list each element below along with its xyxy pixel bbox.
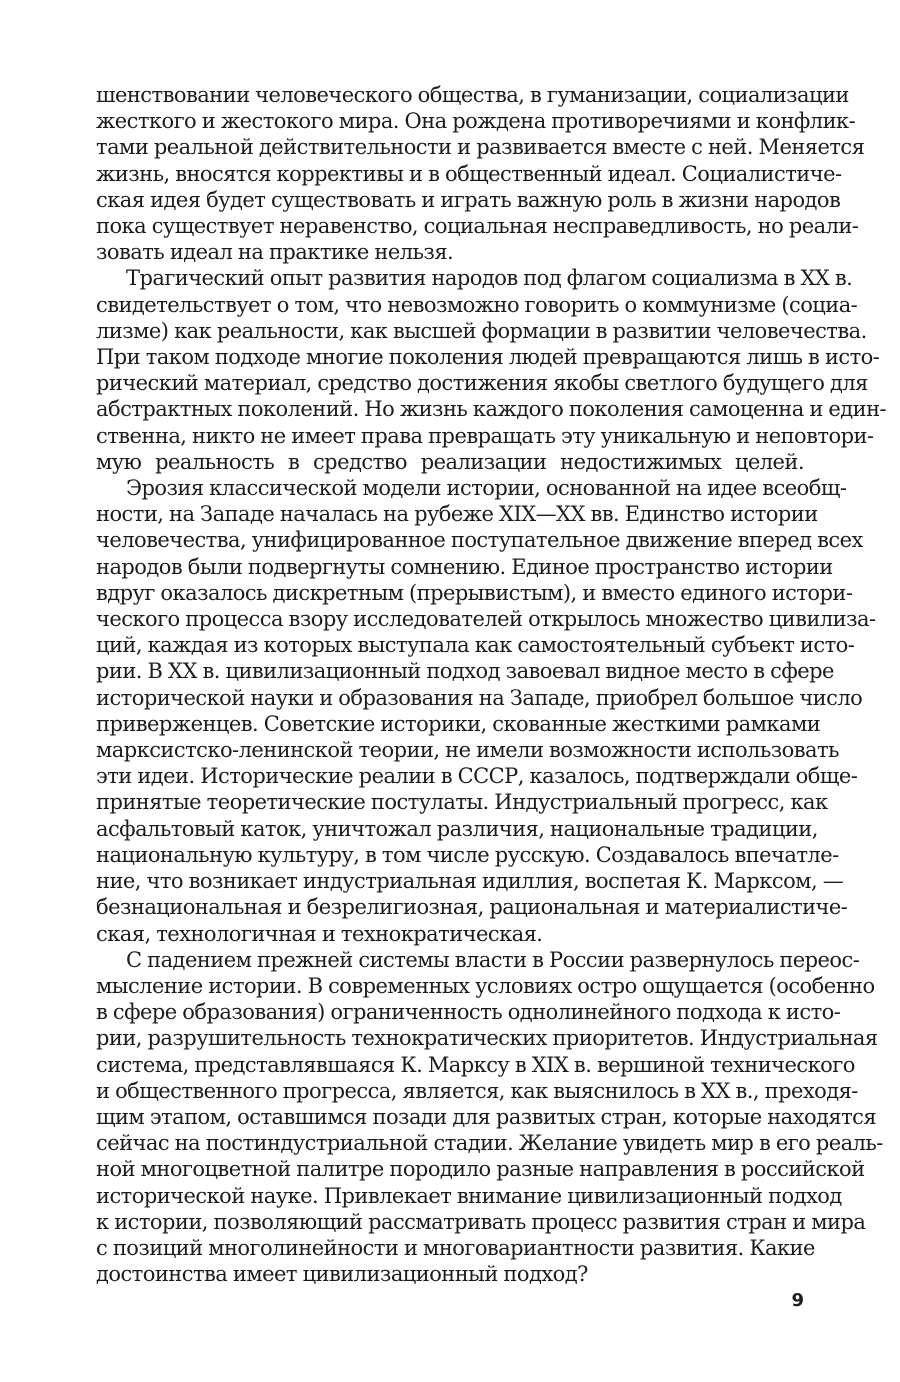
text-line: ной многоцветной палитре породило разные направления в российской [96,1157,865,1182]
text-line: вдруг оказалось дискретным (прерывистым), и вместо единого истори- [96,580,853,605]
text-line: мысление истории. В современных условиях остро ощущается (особенно [96,973,875,998]
text-line: зовать идеал на практике нельзя. [96,240,454,265]
text-line: безнациональная и безрелигиозная, рациональная и материалистиче- [96,895,848,920]
text-line: приверженцев. Советские историки, скованные жесткими рамками [96,711,821,736]
paragraph [96,475,876,947]
text-line: свидетельствует о том, что невозможно говорить о коммунизме (социа- [96,292,858,317]
page-number: 9 [791,1290,804,1311]
text-line: рии. В XX в. цивилизационный подход завоевал видное место в сфере [96,659,834,684]
text-line: эти идеи. Исторические реалии в СССР, казалось, подтверждали обще- [96,764,858,789]
text-line: щим этапом, оставшимся позади для развитых стран, которые находятся [96,1104,877,1129]
text-line: человечества, унифицированное поступательное движение вперед всех [96,528,863,553]
text-line: марксистско-ленинской теории, не имели возможности использовать [96,738,839,763]
text-line: ние, что возникает индустриальная идиллия, воспетая К. Марксом, — [96,869,844,894]
paragraph [96,82,865,265]
text-line: в сфере образования) ограниченность однолинейного подхода к исто- [96,1000,841,1025]
text-line: система, представлявшаяся К. Марксу в XIX в. вершиной технического [96,1052,855,1077]
text-line: народов были подвергнуты сомнению. Единое пространство истории [96,554,833,579]
text-line: мую реальность в средство реализации недостижимых целей. [96,449,804,474]
text-line: ческого процесса взору исследователей открылось множество цивилиза- [96,607,876,632]
text-line: исторической науке. Привлекает внимание цивилизационный подход [96,1183,842,1208]
text-line: принятые теоретические постулаты. Индустриальный прогресс, как [96,790,828,815]
text-line: рии, разрушительность технократических приоритетов. Индустриальная [96,1026,878,1051]
text-line: Эрозия классической модели истории, основанной на идее всеобщ- [126,476,847,501]
text-line: достоинства имеет цивилизационный подход? [96,1262,588,1287]
text-line: асфальтовый каток, уничтожал различия, национальные традиции, [96,816,818,841]
text-line: тами реальной действительности и развивается вместе с ней. Меняется [96,135,865,160]
text-line: ская идея будет существовать и играть важную роль в жизни народов [96,187,841,212]
text-line: Трагический опыт развития народов под флагом социализма в XX в. [126,266,853,291]
paragraph [96,947,883,1288]
text-line: лизме) как реальности, как высшей формации в развитии человечества. [96,318,867,343]
text-line: При таком подходе многие поколения людей превращаются лишь в исто- [96,345,880,370]
text-line: ности, на Западе началась на рубеже XIX—XX вв. Единство истории [96,502,818,527]
text-line: исторической науки и образования на Западе, приобрел большое число [96,685,863,710]
document-page [96,82,887,1287]
text-line: ций, каждая из которых выступала как самостоятельный субъект исто- [96,633,855,658]
text-line: национальную культуру, в том числе русскую. Создавалось впечатле- [96,842,839,867]
text-line: и общественного прогресса, является, как выяснилось в XX в., преходя- [96,1078,858,1103]
text-line: жесткого и жестокого мира. Она рождена противоречиями и конфлик- [96,109,856,134]
text-line: ская, технологичная и технократическая. [96,921,543,946]
text-line: С падением прежней системы власти в России развернулось переос- [126,947,860,972]
text-line: шенствовании человеческого общества, в гуманизации, социализации [96,83,849,107]
text-line: жизнь, вносятся коррективы и в общественный идеал. Социалистиче- [96,161,842,186]
paragraph [96,265,887,475]
text-line: с позиций многолинейности и многовариантности развития. Какие [96,1235,815,1260]
text-line: ственна, никто не имеет права превращать эту уникальную и неповтори- [96,423,874,448]
text-line: пока существует неравенство, социальная несправедливость, но реали- [96,214,859,239]
text-line: абстрактных поколений. Но жизнь каждого поколения самоценна и един- [96,397,887,422]
text-line: сейчас на постиндустриальной стадии. Желание увидеть мир в его реаль- [96,1131,883,1156]
text-line: рический материал, средство достижения якобы светлого будущего для [96,371,868,396]
text-line: к истории, позволяющий рассматривать процесс развития стран и мира [96,1209,866,1234]
